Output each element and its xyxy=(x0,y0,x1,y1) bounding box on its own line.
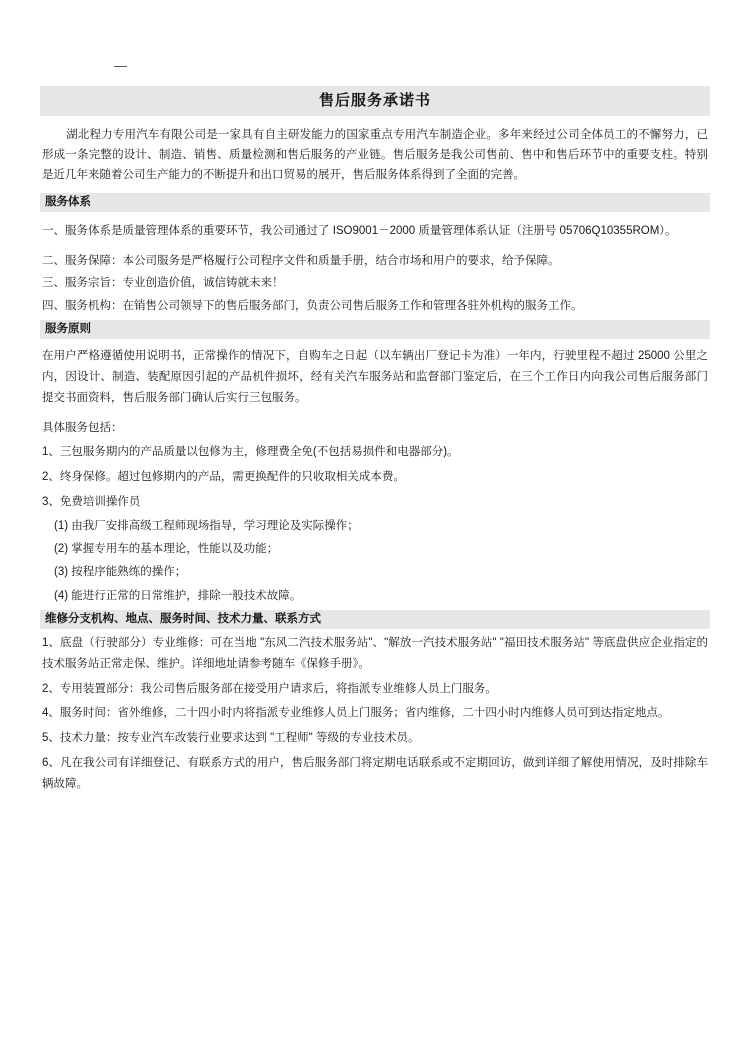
page-title: 售后服务承诺书 xyxy=(40,86,710,116)
section-heading-service-principles: 服务原则 xyxy=(40,320,710,339)
service-system-item-4: 四、服务机构：在销售公司领导下的售后服务部门，负责公司售后服务工作和管理各驻外机构的服务工作。 xyxy=(42,299,583,312)
training-sub-item-1: (1) 由我厂安排高级工程师现场指导，学习理论及实际操作； xyxy=(54,519,359,532)
service-network-item-1: 1、底盘（行驶部分）专业维修：可在当地 "东风二汽技术服务站"、"解放一汽技术服务站" "福田技术服务站" 等底盘供应企业指定的技术服务站正常走保、维护。详细地址请参考随车《保修手册》。 xyxy=(42,637,708,671)
service-principles-paragraph: 在用户严格遵循使用说明书，正常操作的情况下，自购车之日起（以车辆出厂登记卡为准）一年内，行驶里程不超过 25000 公里之内，因设计、制造、装配原因引起的产品机件损坏，经有关汽车服务站和监督部门鉴定后，在三个工作日内向我公司售后服务部门提交书面资料，售后服务部门确认后实行三包服务。 xyxy=(42,350,708,405)
intro-paragraph xyxy=(40,125,710,185)
service-network-item-6: 6、凡在我公司有详细登记、有联系方式的用户，售后服务部门将定期电话联系或不定期回访，做到详细了解使用情况，及时排除车辆故障。 xyxy=(42,756,708,790)
service-network-item-4: 4、服务时间：省外维修，二十四小时内将指派专业维修人员上门服务；省内维修，二十四小时内维修人员可到达指定地点。 xyxy=(42,707,670,720)
service-principles-item-3: 3、免费培训操作员 xyxy=(42,495,141,508)
training-sublist xyxy=(40,516,710,607)
service-network-item-2: 2、专用装置部分：我公司售后服务部在接受用户请求后，将指派专业维修人员上门服务。 xyxy=(42,682,497,695)
section-heading-service-network: 维修分支机构、地点、服务时间、技术力量、联系方式 xyxy=(40,610,710,629)
training-sub-item-3: (3) 按程序能熟练的操作； xyxy=(54,566,187,579)
service-system-item-2: 二、服务保障：本公司服务是严格履行公司程序文件和质量手册，结合市场和用户的要求，给予保障。 xyxy=(42,254,560,267)
training-sub-item-2: (2) 掌握专用车的基本理论，性能以及功能； xyxy=(54,543,279,556)
service-principles-lead: 具体服务包括： xyxy=(42,422,123,435)
service-system-item-3: 三、服务宗旨：专业创造价值，诚信铸就未来！ xyxy=(42,277,284,290)
service-principles-item-1: 1、三包服务期内的产品质量以包修为主，修理费全免(不包括易损件和电器部分)。 xyxy=(42,446,459,459)
section-heading-service-system: 服务体系 xyxy=(40,193,710,212)
training-sub-item-4: (4) 能进行正常的日常维护，排除一般技术故障。 xyxy=(54,589,302,602)
service-system-item-1: 一、服务体系是质量管理体系的重要环节，我公司通过了 ISO9001－2000 质量管理体系认证（注册号 05706Q10355ROM）。 xyxy=(42,225,677,238)
intro-text: 湖北程力专用汽车有限公司是一家具有自主研发能力的国家重点专用汽车制造企业。多年来经过公司全体员工的不懈努力，已形成一条完整的设计、制造、销售、质量检测和售后服务的产业链。售后服务是我公司售前、售中和售后环节中的重要支柱。特别是近几年来随着公司生产能力的不断提升和出口贸易的展开，售后服务体系得到了全面的完善。 xyxy=(42,129,708,182)
service-network-list xyxy=(40,633,710,794)
service-principles-list xyxy=(40,442,710,512)
document-content xyxy=(40,86,710,794)
service-principles-item-2: 2、终身保修。超过包修期内的产品，需更换配件的只收取相关成本费。 xyxy=(42,471,405,484)
top-dash-mark xyxy=(114,66,127,67)
service-network-item-5: 5、技术力量：按专业汽车改装行业要求达到 "工程师" 等级的专业技术员。 xyxy=(42,732,420,745)
